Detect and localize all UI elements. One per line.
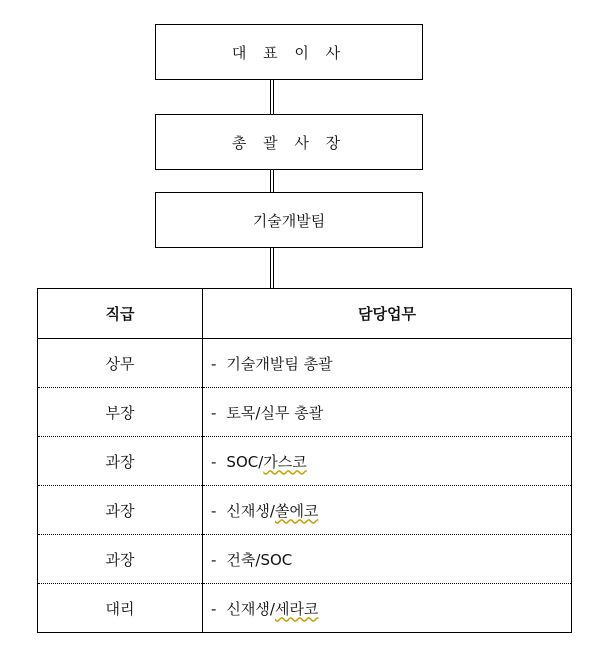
duty-cell xyxy=(203,535,572,584)
rank-cell: 과장 xyxy=(38,535,203,584)
duty-text: 신재생/ xyxy=(226,501,275,520)
duty-table xyxy=(37,288,572,633)
table-row xyxy=(38,584,572,633)
connector-ceo-gm xyxy=(270,80,274,114)
rank-cell: 대리 xyxy=(38,584,203,633)
duty-cell xyxy=(203,339,572,388)
duty-cell xyxy=(203,388,572,437)
header-duty: 담당업무 xyxy=(203,289,572,339)
duty-text-marked: 쏠에코 xyxy=(274,501,319,520)
dash: - xyxy=(211,501,217,520)
duty-text: 신재생/ xyxy=(226,599,275,618)
duty-cell xyxy=(203,584,572,633)
rank-cell: 과장 xyxy=(38,486,203,535)
dash: - xyxy=(211,550,217,569)
dash: - xyxy=(211,452,217,471)
connector-gm-team xyxy=(270,170,274,192)
duty-cell xyxy=(203,486,572,535)
duty-text: 토목/실무 총괄 xyxy=(226,403,324,422)
rank-cell: 부장 xyxy=(38,388,203,437)
duty-text: 건축/SOC xyxy=(226,550,293,569)
table-row xyxy=(38,486,572,535)
dash: - xyxy=(211,599,217,618)
ceo-box xyxy=(155,24,423,80)
duty-text: SOC/ xyxy=(226,452,264,471)
duty-text-marked: 가스코 xyxy=(263,452,307,471)
general-manager-label: 총 괄 사 장 xyxy=(231,133,347,152)
general-manager-box xyxy=(155,114,423,170)
table-header-row xyxy=(38,289,572,339)
dash: - xyxy=(211,403,217,422)
rank-cell: 과장 xyxy=(38,437,203,486)
duty-cell xyxy=(203,437,572,486)
table-row xyxy=(38,388,572,437)
table-row xyxy=(38,437,572,486)
connector-team-table xyxy=(270,248,274,288)
team-label: 기술개발팀 xyxy=(252,211,326,230)
duty-text: 기술개발팀 총괄 xyxy=(226,354,333,373)
header-rank: 직급 xyxy=(38,289,203,339)
duty-text-marked: 세라코 xyxy=(274,599,319,618)
team-box xyxy=(155,192,423,248)
ceo-label: 대 표 이 사 xyxy=(231,43,347,62)
dash: - xyxy=(211,354,217,373)
rank-cell: 상무 xyxy=(38,339,203,388)
table-row xyxy=(38,339,572,388)
table-row xyxy=(38,535,572,584)
